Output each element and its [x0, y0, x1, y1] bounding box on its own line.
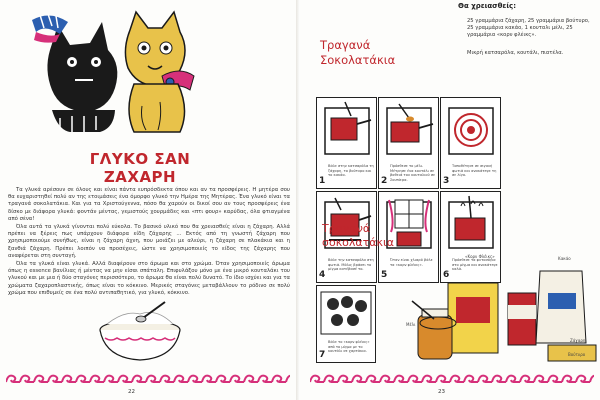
step-number: 1 — [319, 176, 326, 186]
step-card — [378, 97, 439, 189]
left-page-title — [60, 150, 220, 186]
border-swirl — [352, 376, 366, 382]
page-number-right: 23 — [438, 389, 445, 395]
label-sugar: Ζάχαρη — [570, 338, 586, 343]
title-line-1: ΓΛΥΚΟ ΣΑΝ — [89, 150, 191, 168]
ingredients-heading: Θα χρειασθείς: — [458, 2, 516, 10]
title-line-2: ΖΑΧΑΡΗ — [103, 168, 177, 186]
border-swirl — [244, 376, 258, 382]
right-decorative-border — [310, 372, 594, 386]
photo-title-line-1: Τραγανά — [322, 222, 371, 235]
border-swirl — [450, 376, 464, 382]
sugar-bowl-illustration — [95, 300, 185, 370]
tools-list: Μικρή κατσαρόλα, κουτάλι, πιατέλα. — [467, 50, 564, 56]
page-number-left: 22 — [128, 389, 135, 395]
step-card — [316, 97, 377, 189]
border-swirl — [310, 376, 324, 382]
border-swirl — [464, 376, 478, 382]
step-number: 2 — [381, 176, 388, 186]
burner-icon — [441, 98, 500, 164]
spoon-honey-icon — [379, 98, 438, 164]
label-cornflakes: «Κορν Φλέικς» — [465, 254, 495, 259]
step-caption: Βάλε την κατσαρόλα στη φωτιά. Μόλις βράσει το μίγμα κατέβασέ το. — [328, 258, 374, 272]
border-swirl — [408, 376, 422, 382]
recipe-title-line-2: Σοκολατάκια — [320, 53, 396, 67]
step-card — [316, 285, 376, 363]
border-swirl — [366, 376, 380, 382]
step-caption: Πρόσθεσε τα φυτοσόγια στο μίγμα και ανακάτεψε καλά. — [452, 258, 498, 272]
border-swirl — [520, 376, 534, 382]
border-swirl — [576, 376, 590, 382]
border-swirl — [34, 376, 48, 382]
step-caption: Όταν είναι χλιαρό βάλε τα «κορν φλέικς». — [390, 258, 433, 267]
border-swirl — [62, 376, 76, 382]
border-swirl — [48, 376, 62, 382]
recipe-title-line-1: Τραγανά — [320, 38, 371, 52]
border-swirl — [394, 376, 408, 382]
pot-icon — [317, 98, 376, 164]
border-swirl — [146, 376, 160, 382]
border-swirl — [338, 376, 352, 382]
ingredients-list: 25 γραμμάρια ζάχαρη, 25 γραμμάρια βούτυρο, 25 γραμμάρια κακάο, 1 κουταλι μέλι, 25 γραμμάρια «κορν φλέικς». — [467, 18, 590, 38]
cats-illustration — [30, 10, 200, 135]
step-caption: Τοποθέτησε σε σιγανή φωτιά και ανακάτεψε τη σε λίγο. — [452, 164, 497, 178]
left-decorative-border — [6, 372, 290, 386]
chocolates-icon — [317, 286, 375, 340]
border-swirl — [422, 376, 436, 382]
label-cocoa: Κακάο — [558, 256, 571, 261]
border-swirl — [230, 376, 244, 382]
step-number: 4 — [319, 270, 326, 280]
step-caption: Πρόσθεσε το μέλι. Μέτρησε ένα κουτάλι σε βαθειά του κουταλιού σε Σουπίερα. — [390, 164, 436, 182]
label-honey: Μέλι — [406, 322, 416, 327]
border-swirl — [272, 376, 286, 382]
border-swirl — [478, 376, 492, 382]
border-swirl — [590, 376, 594, 382]
border-swirl — [258, 376, 272, 382]
border-swirl — [436, 376, 450, 382]
border-swirl — [76, 376, 90, 382]
border-swirl — [104, 376, 118, 382]
photo-title-line-2: σοκολατάκια — [322, 236, 395, 249]
step-number: 5 — [381, 270, 388, 280]
border-swirl — [492, 376, 506, 382]
border-swirl — [506, 376, 520, 382]
recipe-title — [320, 38, 430, 68]
photo-title — [322, 222, 394, 250]
step-caption: Βάλε στην κατσαρόλα τη ζάχαρη, το βούτυρο και το κακάο. — [328, 164, 374, 178]
article-body — [8, 187, 290, 298]
paragraph: Όλα τα γλυκά είναι γλυκά. Αλλά διαφέρουν στο άρωμα και στο χρώμα. Όταν χρησιμοποιείς άρωμα όπως η essence βανίλιας ή μέντας να μην είσαι σπάταλη. Επιφυλάξου μόνο με ένα μικρό κουταλάκι του γλυκού και με μια ή δύο σταγόνες περισσότερο, το άρωμα θα είναι πολύ δυνατό. Το ίδιο ισχύει και για τα χρώματα ζαχαροπλαστικής, όπως είναι το κόκκινο. Μερικές σταγόνες μεταβάλλουν το ρόδινο σε πολύ χρώμα που επιθυμείς σε ένα πολύ αντιπαθητικό, για γλυκό, κόκκινο. — [8, 261, 290, 296]
border-swirl — [380, 376, 394, 382]
border-swirl — [202, 376, 216, 382]
border-swirl — [20, 376, 34, 382]
border-swirl — [534, 376, 548, 382]
border-swirl — [562, 376, 576, 382]
right-page — [300, 0, 600, 400]
step-number: 6 — [443, 270, 450, 280]
border-swirl — [174, 376, 188, 382]
border-swirl — [132, 376, 146, 382]
step-card — [440, 97, 501, 189]
paragraph: Τα γλυκά αρέσουν σε όλους και είναι πάντα ευπρόσδεκτα όπου και αν τα προσφέρεις. Η μητέρα σου θα ευχαριστηθεί πολύ αν της ετοιμάσεις ένα όμορφο γλυκό την Ημέρα της Μητέρας. Ένα γλυκό είναι τα τραγανά σοκολατάκια. Και για τα Χριστούγεννα, πόσο θα χαρούν οι δικοί σου αν τους προσφέρεις ένα δίσκο με διάφορα γλυκά: φοντάν μέντας, γεμιστούς χουρμάδες και «πτι φουρ» καρύδας, όλα φτιαγμένα από σένα! — [8, 187, 290, 222]
stir-pot-icon — [441, 192, 500, 258]
label-butter: Βούτυρο — [568, 352, 586, 357]
paragraph: Όλα αυτά τα γλυκά γίνονται πολύ εύκολα. Το βασικό υλικό που θα χρειασθείς είναι η ζάχαρη. Αλλά πρέπει να ξέρεις πως υπάρχουν διάφορα είδη ζάχαρης ... Εκτός από τη γνωστή ζάχαρη που χρησιμοποιούμε συνήθως, είναι η ζάχαρη άχνη, που μοιάζει με αλεύρι, η ζάχαρη σε πλακάκια και η ξανθιά ζάχαρη. Πρέπει λοιπόν να προσέχεις, ώστε να χρησιμοποιείς το είδος της ζάχαρης που αναφέρεται στη συνταγή. — [8, 224, 290, 259]
step-number: 3 — [443, 176, 450, 186]
border-swirl — [160, 376, 174, 382]
step-number: 7 — [319, 350, 326, 360]
border-swirl — [118, 376, 132, 382]
border-swirl — [90, 376, 104, 382]
border-swirl — [286, 376, 290, 382]
border-swirl — [6, 376, 20, 382]
border-swirl — [188, 376, 202, 382]
border-swirl — [548, 376, 562, 382]
step-caption: Βάλε το «κορν φλέικς» από το μίγμα με το κουτάλι σε χαρτάκια. — [328, 340, 370, 354]
border-swirl — [324, 376, 338, 382]
border-swirl — [216, 376, 230, 382]
